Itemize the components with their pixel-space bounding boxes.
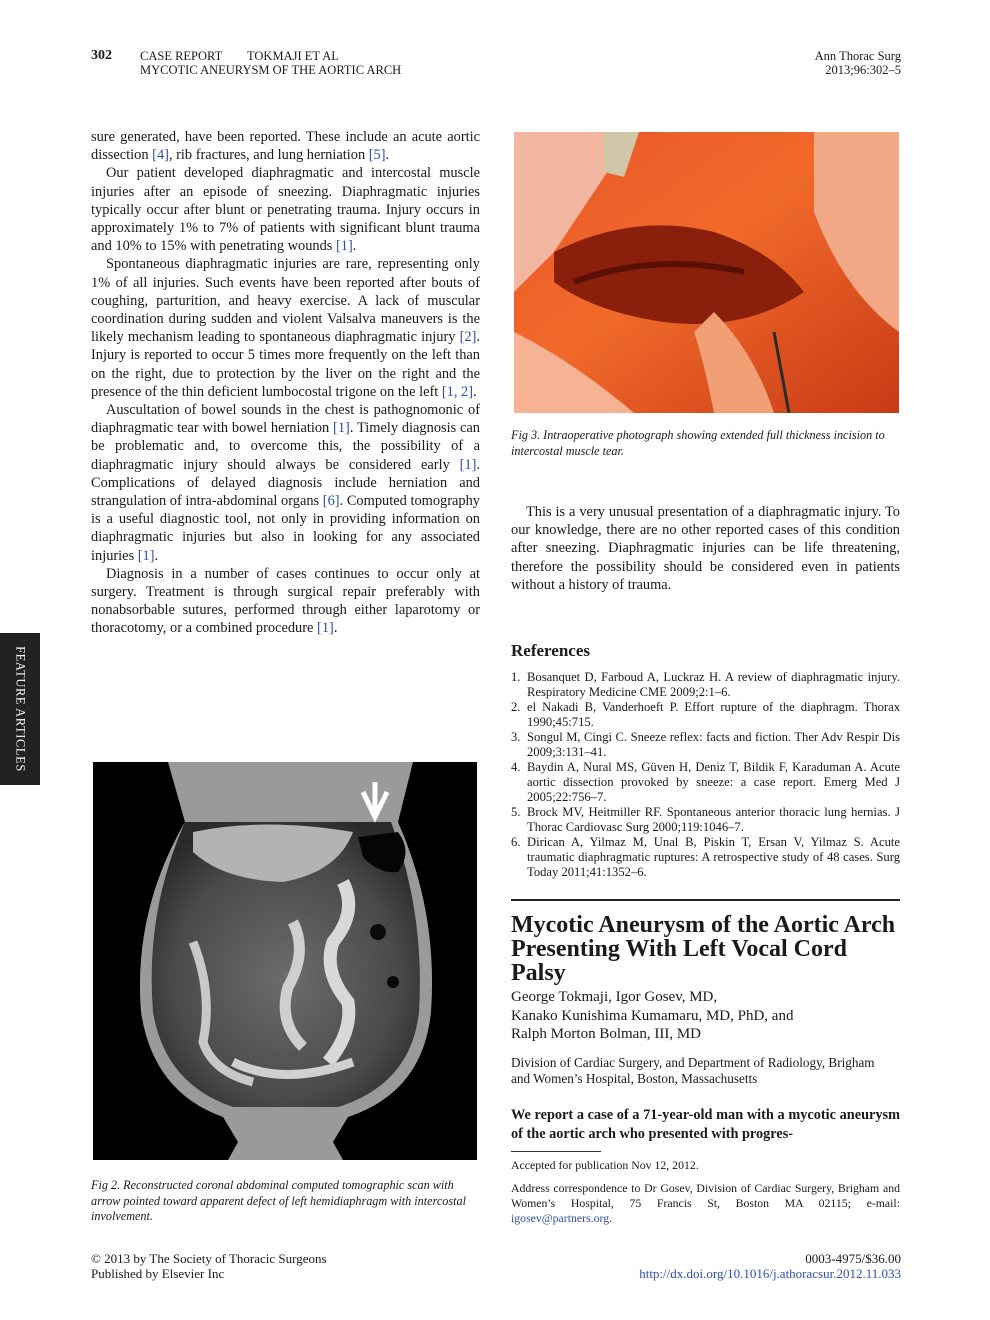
running-title: MYCOTIC ANEURYSM OF THE AORTIC ARCH (140, 63, 402, 77)
ct-scan-image (93, 762, 477, 1160)
reference-item: 4. Baydin A, Nural MS, Güven H, Deniz T, Bildik F, Karaduman A. Acute aortic dissection provoked by sneeze: a case report. Emerg Med J 2005;22:756–7. (511, 760, 900, 804)
ct-scan-drawing (93, 762, 477, 1160)
reference-item: 5. Brock MV, Heitmiller RF. Spontaneous anterior thoracic lung hernias. J Thorac Cardiovasc Surg 2000;119:1046–7. (511, 805, 900, 834)
publisher: Published by Elsevier Inc (91, 1266, 225, 1281)
journal-name: Ann Thorac Surg (814, 49, 901, 63)
correspondence-note: Address correspondence to Dr Gosev, Division of Cardiac Surgery, Brigham and Women’s Hospital, 75 Francis St, Boston MA 02115; e-mail: igosev@partners.org. (511, 1181, 900, 1225)
volume-info: 2013;96:302–5 (825, 63, 901, 77)
page-number: 302 (91, 48, 112, 63)
reference-item: 3. Songul M, Cingi C. Sneeze reflex: facts and fiction. Ther Adv Respir Dis 2009;3:131–41. (511, 730, 900, 759)
issn-price: 0003-4975/$36.00 (805, 1251, 901, 1266)
article-affiliation: Division of Cardiac Surgery, and Department of Radiology, Brigham and Women’s Hospital, Boston, Massachusetts (511, 1055, 875, 1086)
right-column-text (511, 503, 900, 594)
citation-link[interactable]: [2] (459, 329, 477, 346)
intraoperative-photo (514, 132, 899, 413)
article-title: Mycotic Aneurysm of the Aortic Arch Presenting With Left Vocal Cord Palsy (511, 912, 896, 986)
citation-link[interactable]: [1] (459, 456, 477, 473)
references-list (511, 670, 900, 880)
reference-item: 6. Dirican A, Yilmaz M, Unal B, Piskin T, Ersan V, Yilmaz S. Acute traumatic diaphragmatic ruptures: A retrospective study of 48 cases. Surg Today 2011;41:1352–6. (511, 835, 900, 879)
article-authors (511, 988, 900, 1044)
citation-link[interactable]: [1, 2] (441, 383, 474, 400)
left-column-text (91, 128, 480, 638)
fig3-caption: Fig 3. Intraoperative photograph showing extended full thickness incision to intercostal muscle tear. (511, 428, 885, 458)
fig2-caption: Fig 2. Reconstructed coronal abdominal computed tomographic scan with arrow pointed toward apparent defect of left hemidiaphragm with intercostal involvement. (91, 1178, 466, 1223)
references-heading: References (511, 641, 590, 660)
author-line: Kanako Kunishima Kumamaru, MD, PhD, and (511, 1007, 794, 1024)
citation-link[interactable]: [1] (333, 420, 350, 437)
accepted-note: Accepted for publication Nov 12, 2012. (511, 1158, 699, 1172)
author-line: Ralph Morton Bolman, III, MD (511, 1026, 701, 1042)
header-authors: TOKMAJI ET AL (247, 49, 339, 63)
paragraph: sure generated, have been reported. These include an acute aortic dissection [4], rib fractures, and lung herniation [5]. (91, 129, 480, 164)
paragraph: This is a very unusual presentation of a diaphragmatic injury. To our knowledge, there are no other reported cases of this condition after sneezing. Diaphragmatic injuries can be life threatening, therefore the possibility should be considered even in patients without a history of trauma. (511, 504, 900, 593)
reference-item: 2. el Nakadi B, Vanderhoeft P. Effort rupture of the diaphragm. Thorax 1990;45:715. (511, 700, 900, 729)
citation-link[interactable]: [5] (368, 147, 386, 164)
section-divider (511, 899, 900, 901)
reference-item: 1. Bosanquet D, Farboud A, Luckraz H. A review of diaphragmatic injury. Respiratory Medicine CME 2009;2:1–6. (511, 670, 900, 699)
doi-link[interactable]: http://dx.doi.org/10.1016/j.athoracsur.2012.11.033 (639, 1266, 901, 1281)
citation-link[interactable]: [4] (152, 147, 169, 164)
footnote-rule (511, 1151, 601, 1152)
paragraph: Spontaneous diaphragmatic injuries are rare, representing only 1% of all injuries. Such events have been reported after bouts of coughing, parturition, and heavy exercise. A lack of muscular coordination during sudden and violent Valsalva maneuvers is the likely mechanism leading to spontaneous diaphragmatic injury [2]. Injury is reported to occur 5 times more frequently on the left than on the right, due to protection by the liver on the right and the presence of the thin deficient lumbocostal trigone on the left [1, 2]. (91, 256, 480, 400)
section-label: CASE REPORT (140, 49, 223, 63)
email-link[interactable]: igosev@partners.org (511, 1211, 610, 1225)
citation-link[interactable]: [1] (317, 620, 334, 637)
feature-articles-tab: FEATURE ARTICLES (0, 633, 40, 785)
article-abstract: We report a case of a 71-year-old man with a mycotic aneurysm of the aortic arch who presented with progres- (511, 1107, 900, 1142)
author-line: George Tokmaji, Igor Gosev, MD, (511, 989, 718, 1005)
paragraph: Auscultation of bowel sounds in the chest is pathognomonic of diaphragmatic tear with bowel herniation [1]. Timely diagnosis can be problematic and, to overcome this, the possibility of a diaphragmatic injury should always be considered early [1]. Complications of delayed diagnosis include herniation and strangulation of intra-abdominal organs [6]. Computed tomography is a useful diagnostic tool, not only in providing information on diaphragmatic injuries but also in looking for any associated injuries [1]. (91, 402, 481, 564)
paragraph: Diagnosis in a number of cases continues to occur only at surgery. Treatment is through surgical repair preferably with nonabsorbable sutures, performed through either laparotomy or thoracotomy, or a combined procedure [1]. (91, 565, 480, 637)
copyright: © 2013 by The Society of Thoracic Surgeons (91, 1251, 327, 1266)
paragraph: Our patient developed diaphragmatic and intercostal muscle injuries after an episode of sneezing. Diaphragmatic injuries typically occur after blunt or penetrating trauma. Injury occurs in approximately 1% to 7% of patients with significant blunt trauma and 10% to 15% with penetrating wounds [1]. (91, 165, 480, 255)
citation-link[interactable]: [6] (322, 493, 340, 510)
citation-link[interactable]: [1] (137, 547, 155, 564)
intraoperative-photo-drawing (514, 132, 899, 413)
references-section (511, 641, 900, 880)
citation-link[interactable]: [1] (336, 238, 353, 255)
